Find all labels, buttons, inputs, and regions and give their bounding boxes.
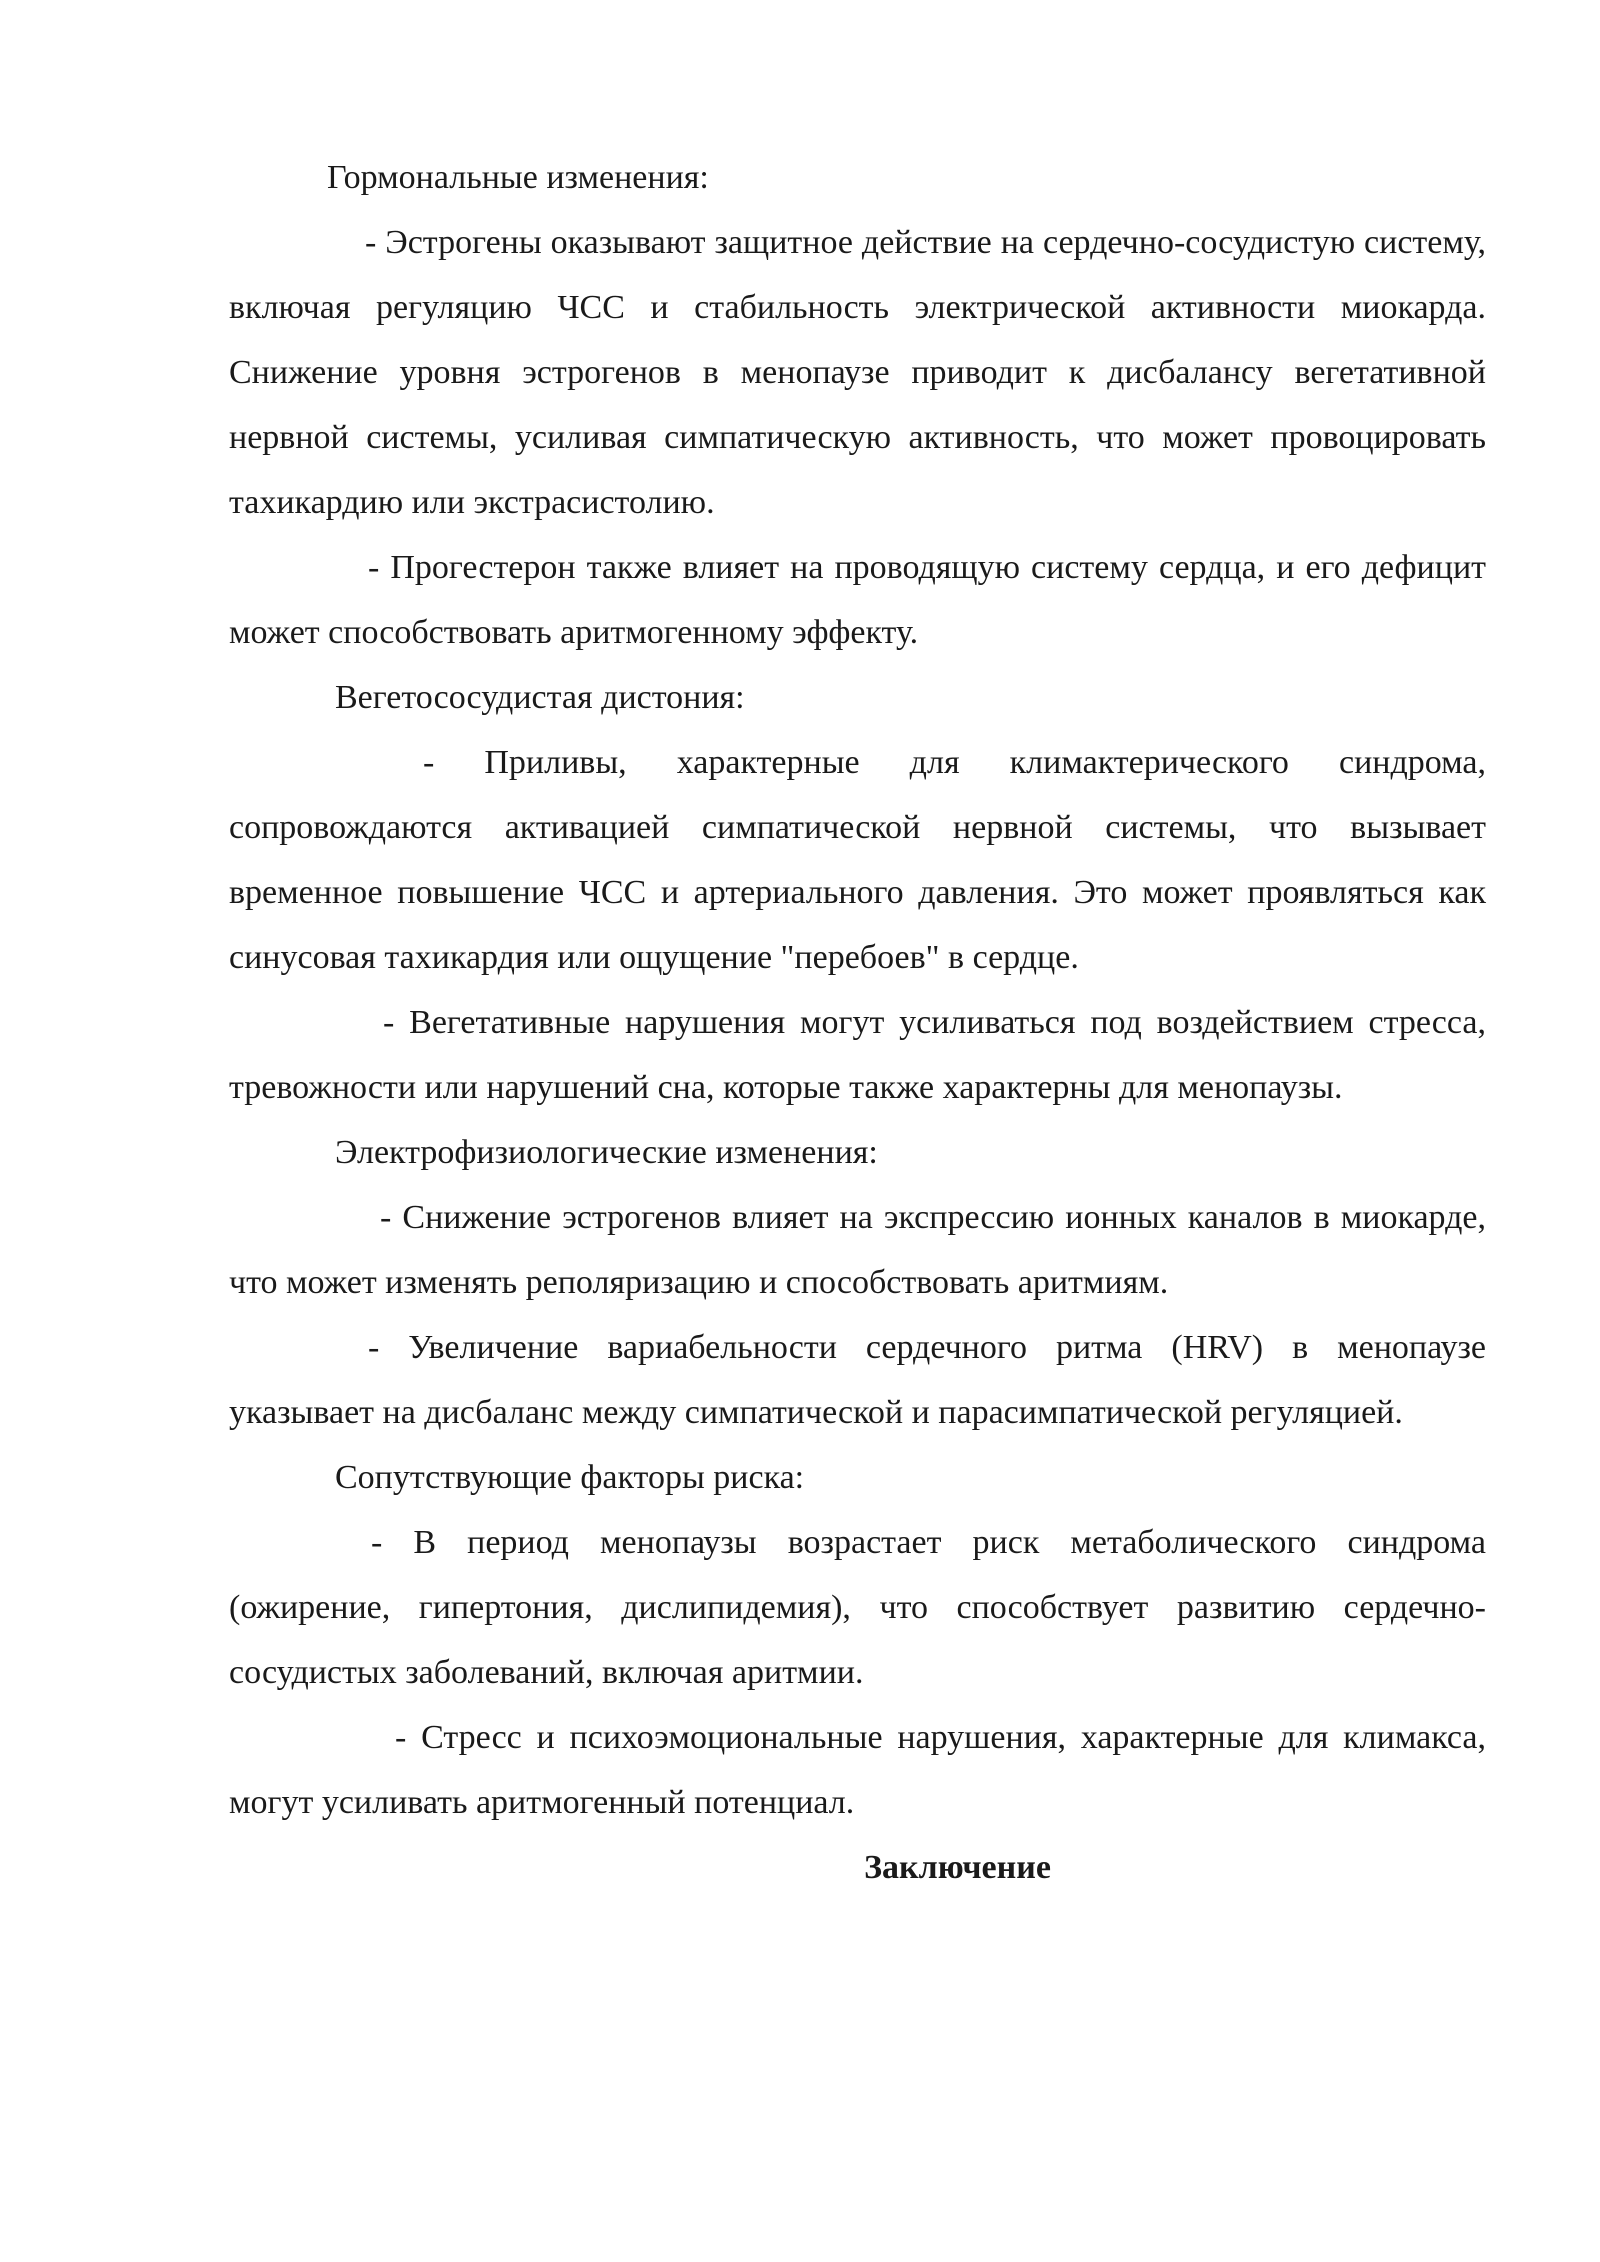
paragraph-hot-flashes: - Приливы, характерные для климактерического синдрома, сопровождаются активацией симпатической нервной системы, что вызывает временное повышение ЧСС и артериального давления. Это может проявляться как синусовая тахикардия или ощущение "перебоев" в сердце. [229,744,1486,976]
section-heading-electrophysiological: Электрофизиологические изменения: [335,1134,878,1171]
section-heading-risk-factors: Сопутствующие факторы риска: [335,1459,805,1496]
section-heading-hormonal: Гормональные изменения: [327,159,709,196]
paragraph-hrv: - Увеличение вариабельности сердечного ритма (HRV) в менопаузе указывает на дисбаланс между симпатической и парасимпатической регуляцией. [229,1329,1486,1431]
paragraph-estrogen: - Эстрогены оказывают защитное действие на сердечно-сосудистую систему, включая регуляцию ЧСС и стабильность электрической активности миокарда. Снижение уровня эстрогенов в менопаузе приводит к дисбалансу вегетативной нервной системы, усиливая симпатическую активность, что может провоцировать тахикардию или экстрасистолию. [229,224,1486,521]
conclusion-heading: Заключение [864,1849,1051,1886]
paragraph-ion-channels: - Снижение эстрогенов влияет на экспрессию ионных каналов в миокарде, что может изменять реполяризацию и способствовать аритмиям. [229,1199,1486,1301]
paragraph-progesterone: - Прогестерон также влияет на проводящую систему сердца, и его дефицит может способствовать аритмогенному эффекту. [229,549,1486,651]
document-body [229,145,1486,1900]
paragraph-autonomic-disorders: - Вегетативные нарушения могут усиливаться под воздействием стресса, тревожности или нарушений сна, которые также характерны для менопаузы. [229,1004,1486,1106]
paragraph-metabolic-syndrome: - В период менопаузы возрастает риск метаболического синдрома (ожирение, гипертония, дислипидемия), что способствует развитию сердечно-сосудистых заболеваний, включая аритмии. [229,1524,1486,1691]
section-heading-vegetovascular: Вегетососудистая дистония: [335,679,745,716]
paragraph-stress: - Стресс и психоэмоциональные нарушения, характерные для климакса, могут усиливать аритмогенный потенциал. [229,1719,1486,1821]
